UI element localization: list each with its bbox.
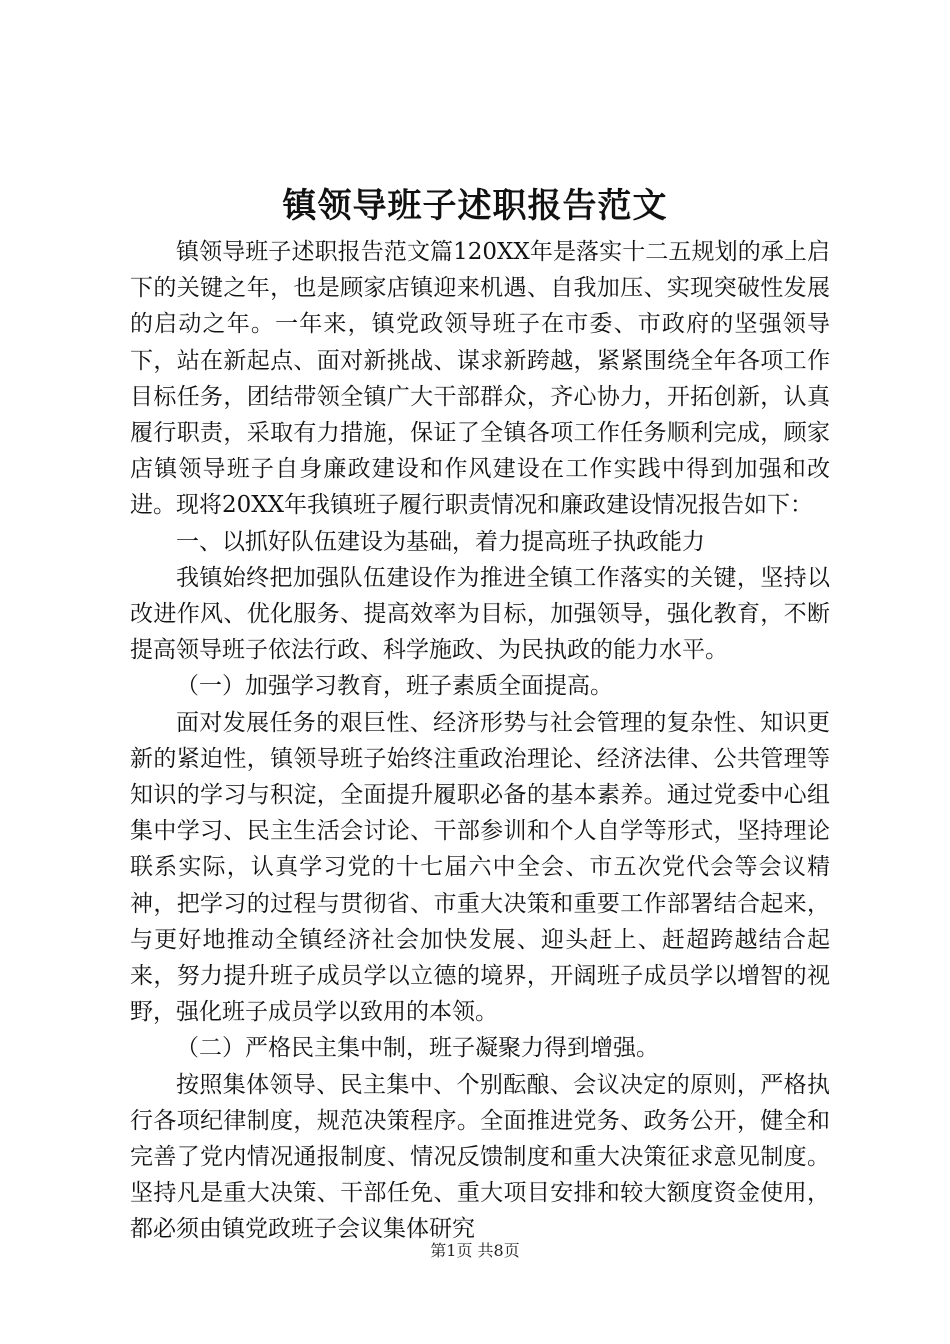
paragraph-team-building: 我镇始终把加强队伍建设作为推进全镇工作落实的关键，坚持以改进作风、优化服务、提高效率为目标，加强领导，强化教育，不断提高领导班子依法行政、科学施政、为民执政的能力水平。 bbox=[130, 564, 830, 664]
document-title: 镇领导班子述职报告范文 bbox=[282, 186, 668, 226]
paragraph-study-education: 面对发展任务的艰巨性、经济形势与社会管理的复杂性、知识更新的紧迫性，镇领导班子始终注重政治理论、经济法律、公共管理等知识的学习与积淀，全面提升履职必备的基本素养。通过党委中心组集中学习、民主生活会讨论、干部参训和个人自学等形式，坚持理论联系实际，认真学习党的十七届六中全会、市五次党代会等会议精神，把学习的过程与贯彻省、市重大决策和重要工作部署结合起来，与更好地推动全镇经济社会加快发展、迎头赶上、赶超跨越结合起来，努力提升班子成员学以立德的境界，开阔班子成员学以增智的视野，强化班子成员学以致用的本领。 bbox=[130, 709, 830, 1026]
document-body bbox=[130, 234, 830, 1248]
subsection-heading-1: （一）加强学习教育，班子素质全面提高。 bbox=[176, 673, 613, 700]
paragraph-democratic-centralism: 按照集体领导、民主集中、个别酝酿、会议决定的原则，严格执行各项纪律制度，规范决策程序。全面推进党务、政务公开，健全和完善了党内情况通报制度、情况反馈制度和重大决策征求意见制度。坚持凡是重大决策、干部任免、重大项目安排和较大额度资金使用，都必须由镇党政班子会议集体研究 bbox=[130, 1071, 830, 1243]
subsection-heading-2: （二）严格民主集中制，班子凝聚力得到增强。 bbox=[176, 1035, 659, 1062]
section-heading-1: 一、以抓好队伍建设为基础，着力提高班子执政能力 bbox=[176, 528, 705, 555]
paragraph-intro: 镇领导班子述职报告范文篇120XX年是落实十二五规划的承上启下的关键之年，也是顾家店镇迎来机遇、自我加压、实现突破性发展的启动之年。一年来，镇党政领导班子在市委、市政府的坚强领导下，站在新起点、面对新挑战、谋求新跨越，紧紧围绕全年各项工作目标任务，团结带领全镇广大干部群众，齐心协力，开拓创新，认真履行职责，采取有力措施，保证了全镇各项工作任务顺利完成，顾家店镇领导班子自身廉政建设和作风建设在工作实践中得到加强和改进。现将20XX年我镇班子履行职责情况和廉政建设情况报告如下： bbox=[130, 239, 830, 519]
page-footer: 第1页 共8页 bbox=[430, 1241, 520, 1260]
